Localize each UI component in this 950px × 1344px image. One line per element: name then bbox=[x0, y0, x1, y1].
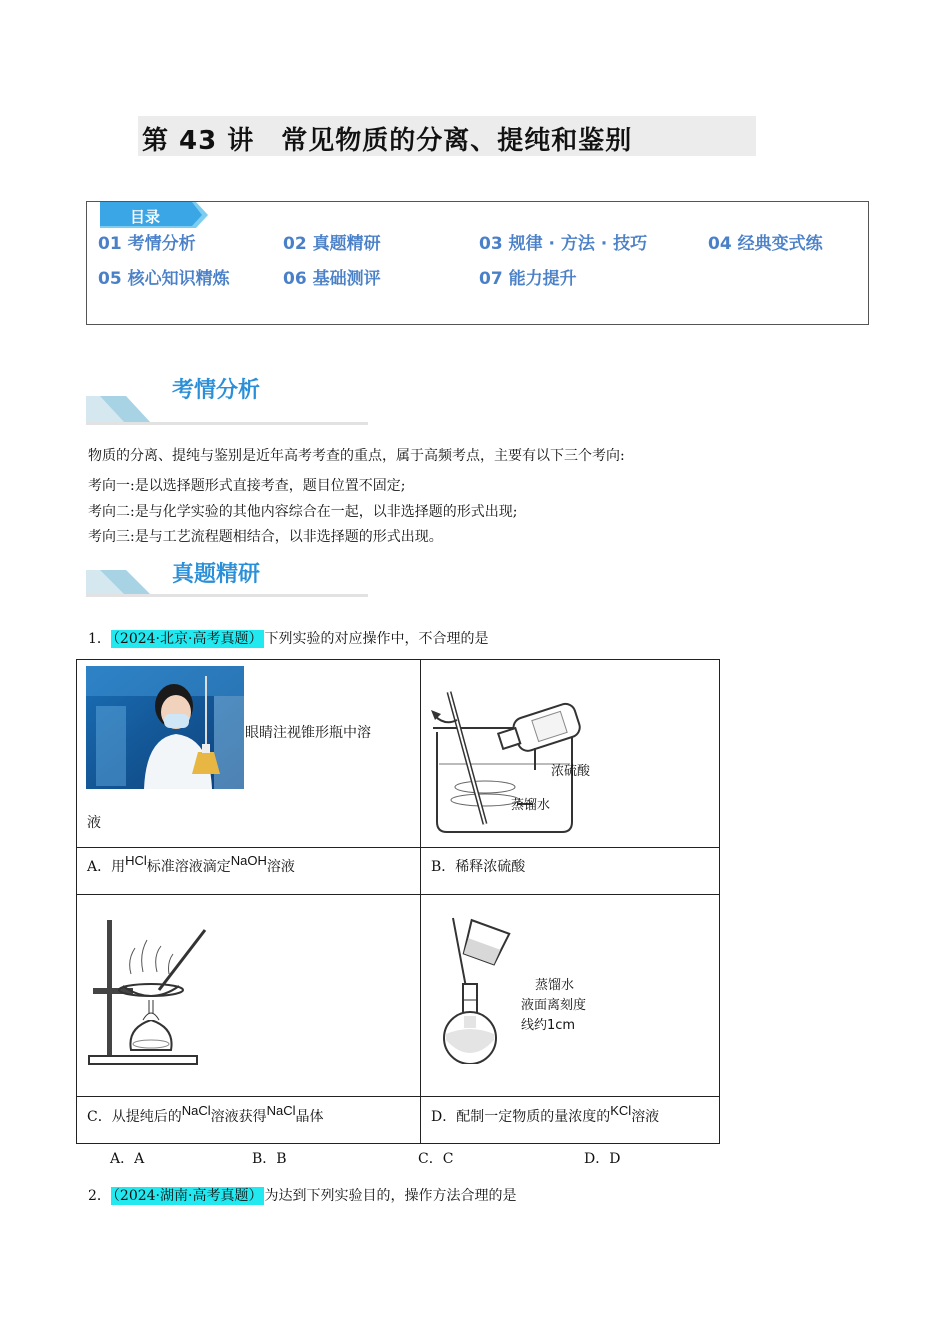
section1-intro: 物质的分离、提纯与鉴别是近年高考考查的重点，属于高频考点，主要有以下三个考向: bbox=[88, 448, 625, 464]
chem-kcl: KCl bbox=[610, 1103, 632, 1118]
option-a-label: A．用HCl标准溶液滴定NaOH溶液 bbox=[87, 853, 295, 875]
choice-c[interactable]: C．C bbox=[418, 1151, 454, 1167]
choice-a[interactable]: A．A bbox=[110, 1151, 145, 1167]
question1-line bbox=[88, 628, 488, 648]
dilution-label-water: 蒸馏水 bbox=[511, 798, 551, 813]
chem-nacl-1: NaCl bbox=[181, 1103, 211, 1118]
flask-label-water: 蒸馏水 bbox=[535, 978, 575, 993]
dilution-label-acid: 浓硫酸 bbox=[551, 764, 591, 779]
question1-stem: 下列实验的对应操作中，不合理的是 bbox=[264, 631, 489, 647]
question1-source: （2024·北京·高考真题） bbox=[112, 631, 263, 647]
section1-title: 考情分析 bbox=[172, 378, 261, 403]
toc-item-nengli[interactable]: 07 能力提升 bbox=[479, 269, 577, 289]
option-d-label: D．配制一定物质的量浓度的KCl溶液 bbox=[431, 1103, 660, 1125]
flask-label-1cm: 线约1cm bbox=[521, 1018, 576, 1033]
toc-item-jichu[interactable]: 06 基础测评 bbox=[283, 269, 381, 289]
toc-item-kaoqing[interactable]: 01 考情分析 bbox=[98, 234, 196, 254]
question2-source: （2024·湖南·高考真题） bbox=[112, 1188, 263, 1204]
toc-item-bianshi[interactable]: 04 经典变式练 bbox=[708, 234, 823, 254]
choice-b[interactable]: B．B bbox=[252, 1151, 287, 1167]
toc-item-hexin[interactable]: 05 核心知识精炼 bbox=[98, 269, 230, 289]
flask-label-level: 液面离刻度 bbox=[521, 998, 587, 1013]
chem-hcl: HCl bbox=[125, 853, 147, 868]
section1-line1: 考向一:是以选择题形式直接考查，题目位置不固定; bbox=[88, 478, 406, 494]
question1-table bbox=[76, 659, 720, 1144]
cell-a-text1: 眼睛注视锥形瓶中溶 bbox=[245, 725, 371, 741]
choice-d[interactable]: D．D bbox=[584, 1151, 621, 1167]
question2-number: 2． bbox=[88, 1188, 111, 1204]
toc-item-guilv[interactable]: 03 规律 · 方法 · 技巧 bbox=[479, 234, 648, 254]
chem-nacl-2: NaCl bbox=[266, 1103, 296, 1118]
toc-item-zhenti[interactable]: 02 真题精研 bbox=[283, 234, 381, 254]
question1-number: 1． bbox=[88, 631, 111, 647]
section1-line3: 考向三:是与工艺流程题相结合，以非选择题的形式出现。 bbox=[88, 529, 443, 545]
section2-title: 真题精研 bbox=[172, 562, 261, 587]
chem-naoh: NaOH bbox=[230, 853, 267, 868]
volumetric-flask-figure bbox=[435, 914, 525, 1064]
section1-line2: 考向二:是与化学实验的其他内容综合在一起，以非选择题的形式出现; bbox=[88, 504, 518, 520]
titration-photo bbox=[86, 666, 244, 789]
option-b-label: B．稀释浓硫酸 bbox=[431, 859, 526, 875]
question2-stem: 为达到下列实验目的，操作方法合理的是 bbox=[264, 1188, 517, 1204]
option-c-label: C．从提纯后的NaCl溶液获得NaCl晶体 bbox=[87, 1103, 324, 1125]
question2-line bbox=[88, 1185, 516, 1205]
page-title: 第 43 讲 常见物质的分离、提纯和鉴别 bbox=[142, 126, 633, 156]
dilution-figure bbox=[427, 682, 647, 842]
evaporation-figure bbox=[87, 910, 217, 1068]
cell-a-text2: 液 bbox=[87, 815, 101, 831]
toc-tag-label: 目录 bbox=[130, 208, 161, 226]
